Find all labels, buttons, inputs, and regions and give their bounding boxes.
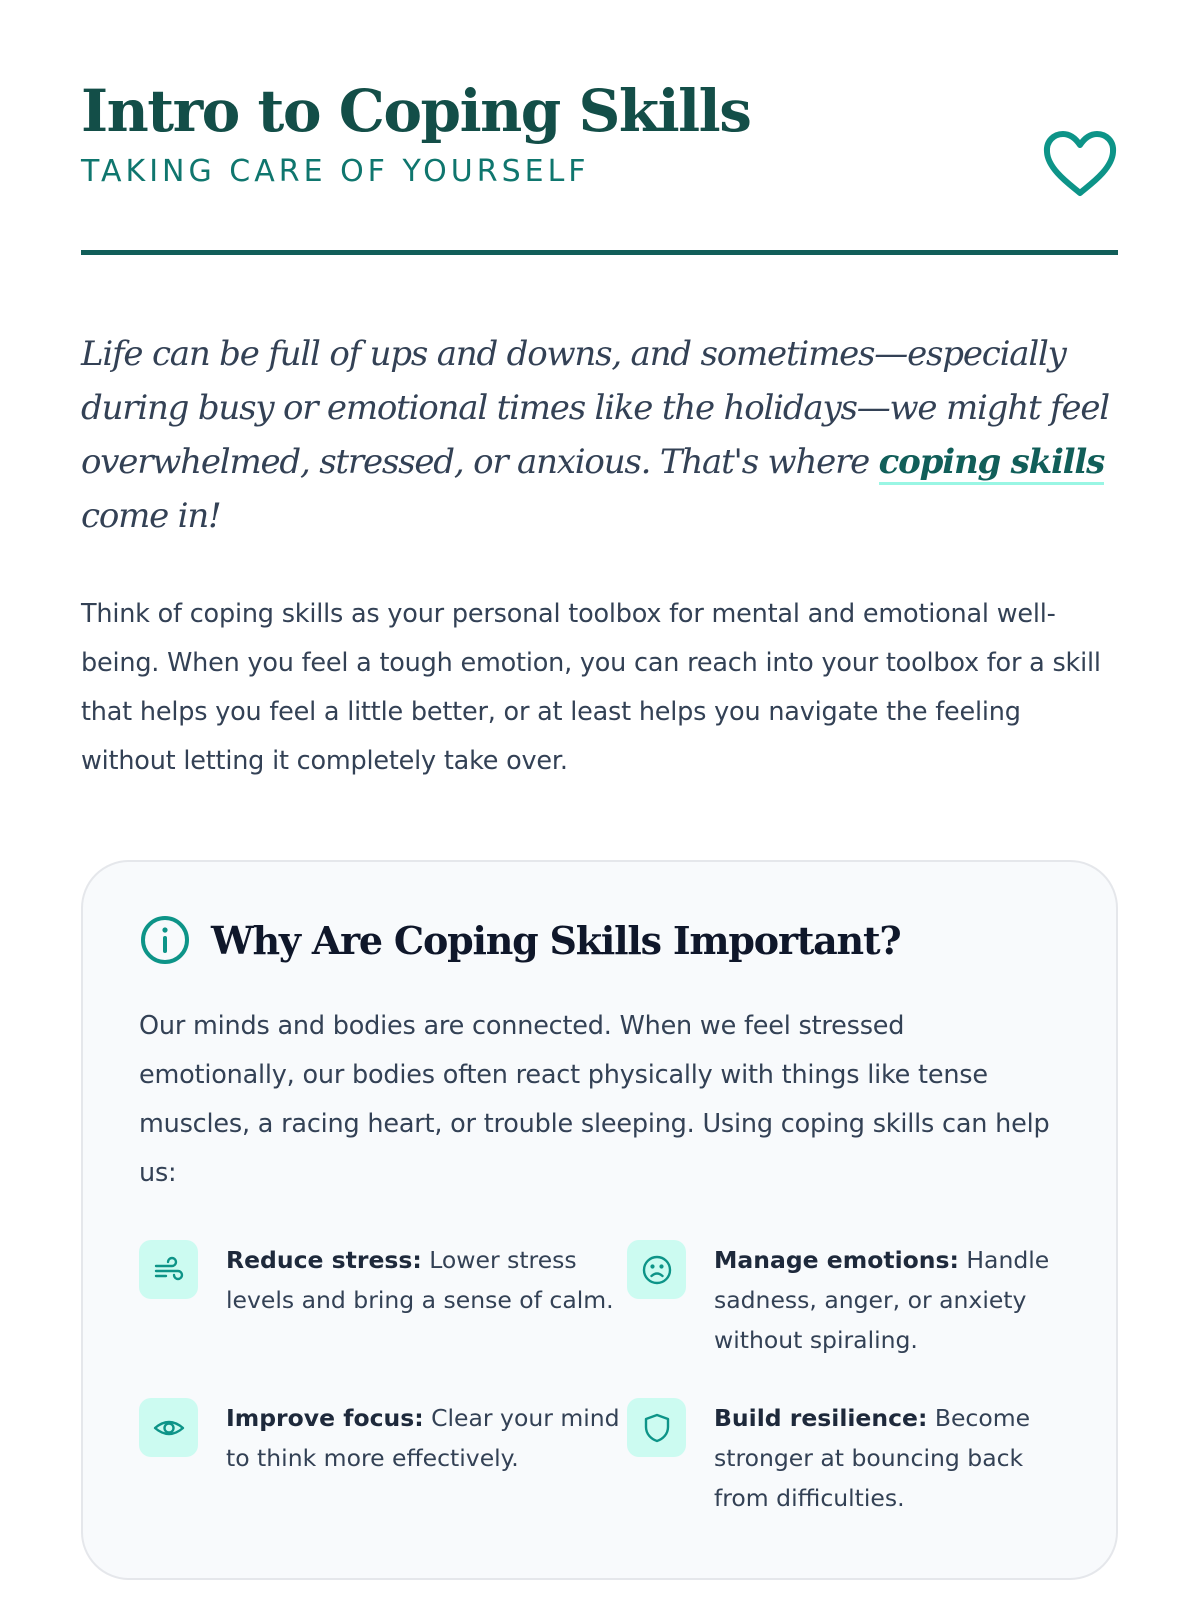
- benefit-description: Clear your mind to think more effectively.: [226, 1404, 620, 1472]
- lead-paragraph: [81, 327, 1118, 543]
- frown-icon: [640, 1253, 674, 1287]
- why-important-card: [81, 860, 1118, 1580]
- benefit-text: [714, 1398, 1067, 1518]
- benefit-title: Reduce stress:: [226, 1246, 422, 1274]
- heart-icon: [1042, 130, 1118, 198]
- eye-icon: [152, 1411, 186, 1445]
- benefit-badge: [139, 1240, 198, 1299]
- card-paragraph: Our minds and bodies are connected. When we feel stressed emotionally, our bodies often react physically with things like tense muscles, a racing heart, or trouble sleeping. Using coping skills can help us:: [139, 1011, 1050, 1188]
- benefit-text: [714, 1240, 1067, 1360]
- page-subtitle: TAKING CARE OF YOURSELF: [81, 153, 590, 189]
- benefit-title: Build resilience:: [714, 1404, 928, 1432]
- wind-icon: [153, 1254, 185, 1286]
- benefit-badge: [627, 1240, 686, 1299]
- lead-text-start: Life can be full of ups and downs, and sometimes—especially during busy or emotional times like the holidays—we might feel overwhelmed, stressed, or anxious. That's where: [81, 334, 1109, 482]
- benefit-item-improve-focus: [139, 1398, 627, 1518]
- benefit-description: Handle sadness, anger, or anxiety without spiraling.: [714, 1246, 1050, 1354]
- intro-paragraph: Think of coping skills as your personal toolbox for mental and emotional well-being. When you feel a tough emotion, you can reach into your toolbox for a skill that helps you feel a little better, or at least helps you navigate the feeling without letting it completely take over.: [81, 599, 1101, 776]
- favorite-button[interactable]: [1042, 130, 1118, 198]
- benefit-badge: [627, 1398, 686, 1457]
- benefit-description: Become stronger at bouncing back from difficulties.: [714, 1404, 1031, 1512]
- benefit-item-build-resilience: [627, 1398, 1067, 1518]
- benefit-title: Manage emotions:: [714, 1246, 959, 1274]
- article-header: [81, 0, 1118, 255]
- benefits-grid: [139, 1240, 1060, 1518]
- coping-skills-link[interactable]: coping skills: [879, 442, 1104, 485]
- card-title: Why Are Coping Skills Important?: [211, 917, 901, 963]
- lead-text-end: come in!: [81, 496, 221, 536]
- benefit-badge: [139, 1398, 198, 1457]
- card-header: [139, 914, 1060, 966]
- benefit-text: [226, 1398, 627, 1478]
- page-title: Intro to Coping Skills: [81, 77, 751, 145]
- benefit-item-reduce-stress: [139, 1240, 627, 1360]
- info-icon: [139, 914, 191, 966]
- benefit-text: [226, 1240, 627, 1320]
- benefit-item-manage-emotions: [627, 1240, 1067, 1360]
- benefit-description: Lower stress levels and bring a sense of calm.: [226, 1246, 614, 1314]
- shield-icon: [641, 1412, 673, 1444]
- benefit-title: Improve focus:: [226, 1404, 424, 1432]
